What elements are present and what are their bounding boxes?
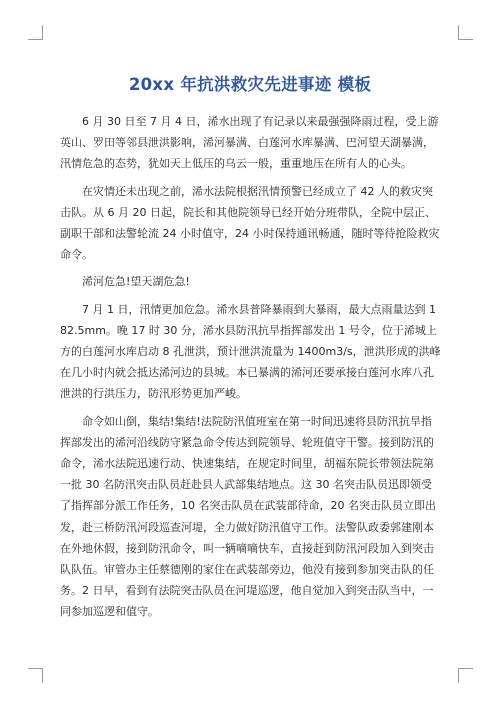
- crop-mark-top-right: [458, 25, 473, 40]
- paragraph: 浠河危急!望天湖危急!: [82, 275, 190, 289]
- document-body: [60, 111, 442, 629]
- paragraph: 7 月 1 日，汛情更加危急。浠水县普降暴雨到大暴雨，最大点雨量达到 182.5mm。晚 17 时 30 分，浠水县防汛抗旱指挥部发出 1 号令，位于浠城上方的白莲河水库启动 8 孔泄洪，预计泄洪流量为 1400m3/s，泄洪形成的洪峰在几小时内就会抵达浠河边的县城。本已暴满的浠河还要承接白莲河水库八孔泄洪的行洪压力，防汛形势更加严峻。: [60, 302, 441, 401]
- crop-mark-top-left: [28, 25, 43, 40]
- document-title: 20xx 年抗洪救灾先进事迹 模板: [128, 75, 372, 95]
- paragraph: 6 月 30 日至 7 月 4 日，浠水出现了有记录以来最强强降雨过程，受上游英山、罗田等邻县泄洪影响，浠河暴满、白莲河水库暴满、巴河望天湖暴满，汛情危急的态势，犹如天上低压的乌云一般，重重地压在所有人的心头。: [60, 115, 439, 171]
- paragraph: 命令如山倒，集结!集结!法院防汛值班室在第一时间迅速将县防汛抗旱指挥部发出的浠河沿线防守紧急命令传达到院领导、轮班值守干警。接到防汛的命令，浠水法院迅速行动、快速集结，在规定时间里，胡福东院长带领法院第一批 30 名防汛突击队员赶赴县人武部集结地点。这 30 名突击队员迅即领受了指挥部分派工作任务，10 名突击队员在武装部待命，20 名突击队员立即出发，赴三桥防汛河段巡查河堤，全力做好防汛值守工作。法警队政委郭建刚本在外地休假，接到防汛命令，叫一辆嘀嘀快车，直接赶到防汛河段加入到突击队队伍。审管办主任蔡德刚的家住在武装部旁边，他没有接到参加突击队的任务。2 日早，看到有法院突击队员在河堤巡逻，他自觉加入到突击队当中，一同参加巡逻和值守。: [60, 414, 436, 619]
- crop-mark-bottom-left: [28, 668, 43, 683]
- paragraph: 在灾情还未出现之前，浠水法院根据汛情预警已经成立了 42 人的救灾突击队。从 6 月 20 日起，院长和其他院领导已经开始分班带队，全院中层正、副职干部和法警轮流 24 小时值守，24 小时保持通讯畅通，随时等待抢险救灾命令。: [60, 184, 440, 262]
- crop-mark-bottom-right: [458, 668, 473, 683]
